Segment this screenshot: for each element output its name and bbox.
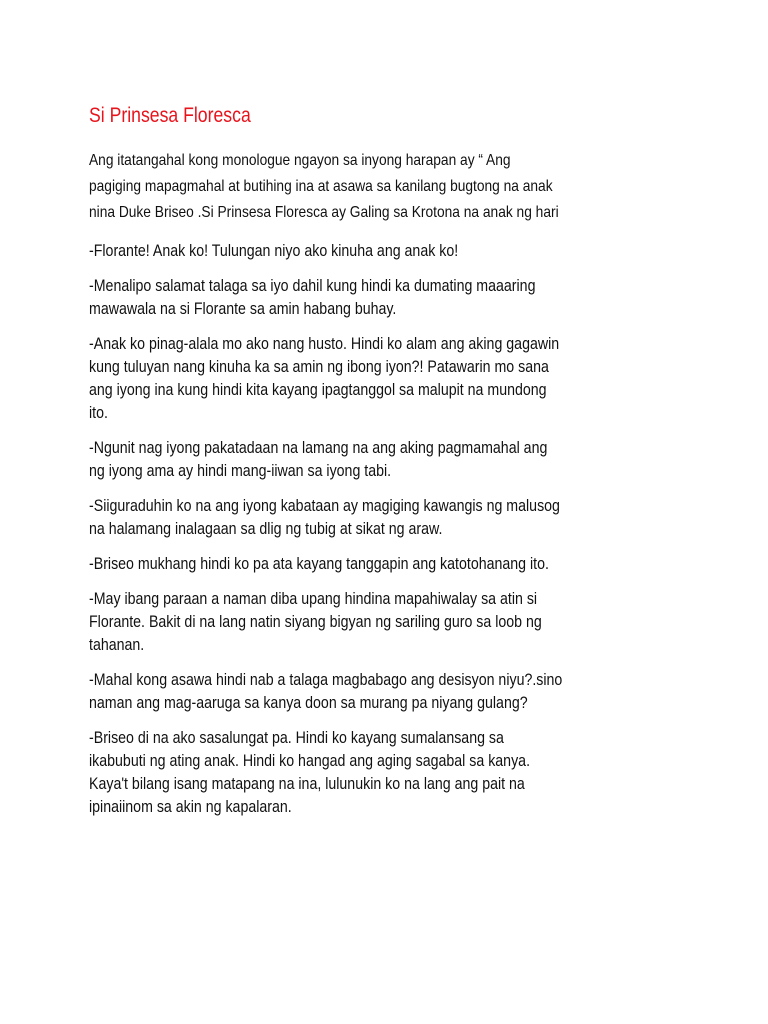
monologue-paragraph	[89, 495, 691, 541]
monologue-paragraph	[89, 669, 691, 715]
paragraph-line: tahanan.	[89, 636, 145, 654]
paragraph-line: mawawala na si Florante sa amin habang buhay.	[89, 300, 397, 318]
monologue-paragraph	[89, 240, 691, 263]
paragraph-line: -May ibang paraan a naman diba upang hindina mapahiwalay sa atin si	[89, 590, 538, 608]
paragraph-line: -Florante! Anak ko! Tulungan niyo ako kinuha ang anak ko!	[89, 242, 459, 260]
paragraph-line: ang iyong ina kung hindi kita kayang ipagtanggol sa malupit na mundong	[89, 381, 547, 399]
paragraph-line: na halamang inalagaan sa dlig ng tubig at sikat ng araw.	[89, 520, 443, 538]
paragraph-line: Kaya't bilang isang matapang na ina, lulunukin ko na lang ang pait na	[89, 775, 525, 793]
document-title: Si Prinsesa Floresca	[89, 104, 251, 127]
paragraph-line: ito.	[89, 404, 108, 422]
paragraph-line: -Siiguraduhin ko na ang iyong kabataan ay magiging kawangis ng malusog	[89, 497, 560, 515]
paragraph-line: -Anak ko pinag-alala mo ako nang husto. Hindi ko alam ang aking gagawin	[89, 335, 560, 353]
paragraph-line: -Briseo di na ako sasalungat pa. Hindi ko kayang sumalansang sa	[89, 729, 504, 747]
paragraph-line: naman ang mag-aaruga sa kanya doon sa murang pa niyang gulang?	[89, 694, 528, 712]
paragraph-line: ipinaiinom sa akin ng kapalaran.	[89, 798, 292, 816]
paragraph-line: -Menalipo salamat talaga sa iyo dahil kung hindi ka dumating maaaring	[89, 277, 536, 295]
paragraph-line: ikabubuti ng ating anak. Hindi ko hangad ang aging sagabal sa kanya.	[89, 752, 531, 770]
paragraph-line: -Mahal kong asawa hindi nab a talaga magbabago ang desisyon niyu?.sino	[89, 671, 563, 689]
paragraph-line: -Briseo mukhang hindi ko pa ata kayang tanggapin ang katotohanang ito.	[89, 555, 549, 573]
paragraph-line: kung tuluyan nang kinuha ka sa amin ng ibong iyon?! Patawarin mo sana	[89, 358, 549, 376]
paragraph-line: -Ngunit nag iyong pakatadaan na lamang na ang aking pagmamahal ang	[89, 439, 548, 457]
monologue-paragraph	[89, 553, 691, 576]
paragraph-line: ng iyong ama ay hindi mang-iiwan sa iyong tabi.	[89, 462, 392, 480]
paragraph-line: Florante. Bakit di na lang natin siyang bigyan ng sariling guro sa loob ng	[89, 613, 542, 631]
document-body	[89, 148, 691, 831]
monologue-paragraphs	[89, 240, 691, 819]
monologue-paragraph	[89, 437, 691, 483]
intro-line: Ang itatangahal kong monologue ngayon sa inyong harapan ay “ Ang	[89, 152, 511, 169]
intro-paragraph	[89, 148, 691, 226]
intro-line: pagiging mapagmahal at butihing ina at asawa sa kanilang bugtong na anak	[89, 178, 553, 195]
monologue-paragraph	[89, 588, 691, 657]
intro-line: nina Duke Briseo .Si Prinsesa Floresca ay Galing sa Krotona na anak ng hari	[89, 204, 559, 221]
monologue-paragraph	[89, 333, 691, 425]
monologue-paragraph	[89, 275, 691, 321]
monologue-paragraph	[89, 727, 691, 819]
